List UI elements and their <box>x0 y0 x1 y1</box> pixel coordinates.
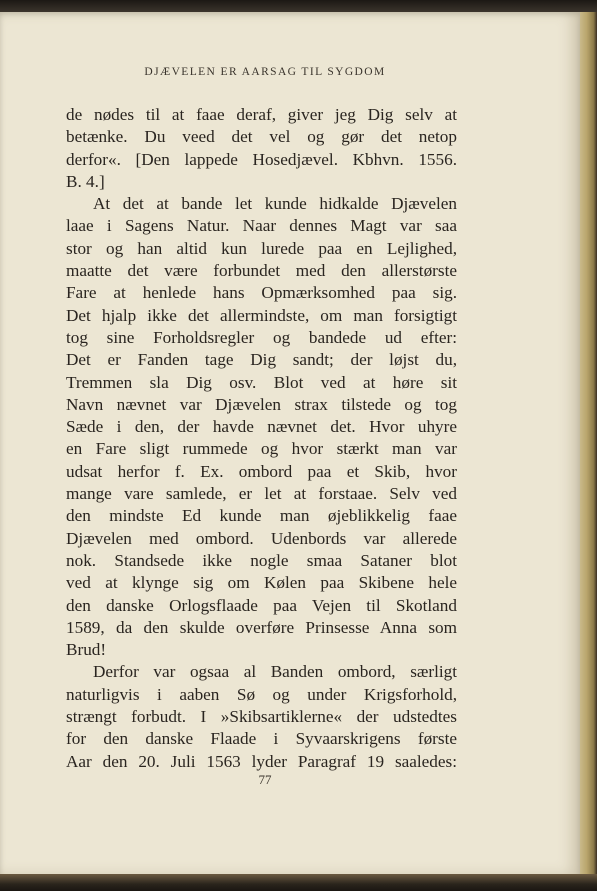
bottom-border <box>0 874 597 891</box>
text-line: 1589, da den skulde overføre Prinsesse Anna som <box>66 617 457 637</box>
text-line: At det at bande let kunde hidkalde Djævelen <box>93 194 457 214</box>
text-line: de nødes til at faae deraf, giver jeg Dig selv at <box>66 105 457 124</box>
text-line: udsat herfor f. Ex. ombord paa et Skib, hvor <box>66 461 457 481</box>
page-number: 77 <box>258 772 272 787</box>
text-line: Navn nævnet var Djævelen strax tilstede og tog <box>66 394 457 414</box>
text-line: maatte det være forbundet med den allerstørste <box>66 261 457 281</box>
text-line: Derfor var ogsaa al Banden ombord, særligt <box>93 662 457 682</box>
text-line: nok. Standsede ikke nogle smaa Sataner blot <box>66 550 457 570</box>
text-line: stor og han altid kun lurede paa en Lejlighed, <box>66 238 457 258</box>
text-line: naturligvis i aaben Sø og under Krigsforhold, <box>66 684 457 704</box>
text-line: for den danske Flaade i Syvaarskrigens første <box>66 729 457 749</box>
text-line: ved at klynge sig om Kølen paa Skibene hele <box>66 573 457 593</box>
text-line: B. 4.] <box>66 171 105 191</box>
text-line: Tremmen sla Dig osv. Blot ved at høre sit <box>66 372 457 392</box>
text-line: Djævelen med ombord. Udenbords var allerede <box>66 528 457 548</box>
running-head: DJÆVELEN ER AARSAG TIL SYGDOM <box>144 66 386 78</box>
text-line: Brud! <box>66 640 107 660</box>
text-line: Det hjalp ikke det allermindste, om man forsigtigt <box>66 305 457 325</box>
text-line: Det er Fanden tage Dig sandt; der løjst du, <box>66 350 457 370</box>
text-line: betænke. Du veed det vel og gør det netop <box>66 127 457 147</box>
page-edge <box>580 0 597 891</box>
text-line: Sæde i den, der havde nævnet det. Hvor uhyre <box>66 417 457 437</box>
text-line: tog sine Forholdsregler og bandede ud efter: <box>66 327 457 347</box>
text-line: laae i Sagens Natur. Naar dennes Magt var saa <box>66 216 457 236</box>
text-line: strængt forbudt. I »Skibsartiklerne« der udstedtes <box>66 707 457 727</box>
text-line: Fare at henlede hans Opmærksomhed paa sig. <box>66 283 457 303</box>
text-line: Aar den 20. Juli 1563 lyder Paragraf 19 saaledes: <box>66 751 457 771</box>
top-border <box>0 0 597 12</box>
text-line: den danske Orlogsflaade paa Vejen til Skotland <box>66 595 457 615</box>
body-text <box>66 104 457 773</box>
text-line: mange vare samlede, er let at forstaae. Selv ved <box>66 484 457 504</box>
text-line: den mindste Ed kunde man øjeblikkelig faae <box>66 506 457 526</box>
text-line: derfor«. [Den lappede Hosedjævel. Kbhvn. 1556. <box>66 149 457 169</box>
text-line: en Fare sligt rummede og hvor stærkt man var <box>66 439 457 459</box>
